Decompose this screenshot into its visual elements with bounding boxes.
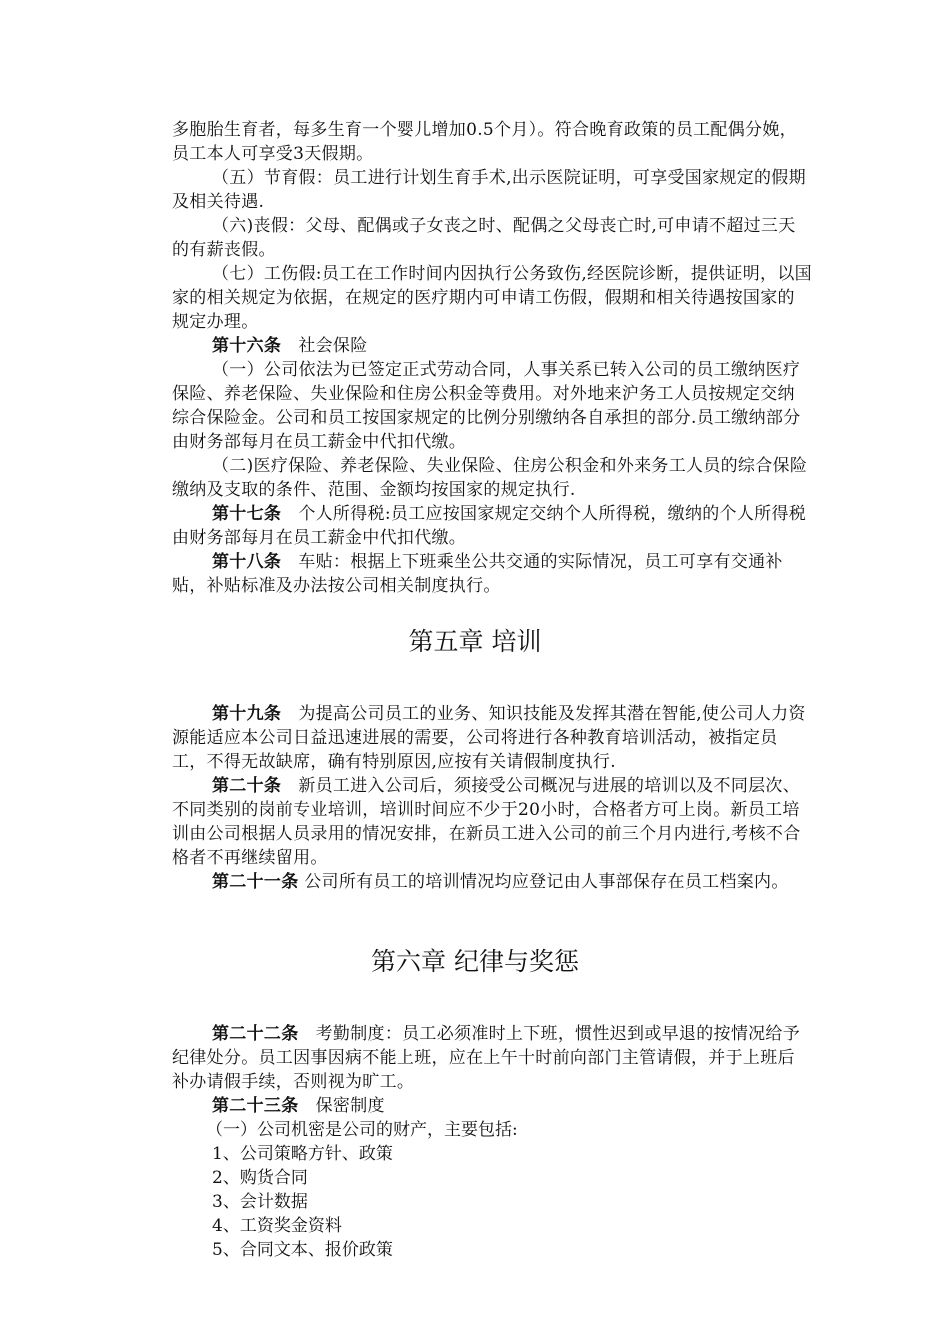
secret-item-1: 1、公司策略方针、政策 [212, 1144, 393, 1164]
article-16-label: 第十六条 [212, 336, 282, 356]
article-20-label: 第二十条 [212, 776, 282, 796]
article-21-text: 公司所有员工的培训情况均应登记由人事部保存在员工档案内。 [304, 872, 789, 892]
article-17-text: 个人所得税:员工应按国家规定交纳个人所得税，缴纳的个人所得税由财务部每月在员工薪金中代扣代缴。 [172, 504, 807, 548]
article-16-title: 社会保险 [298, 336, 368, 356]
article-16-item-2: （二)医疗保险、养老保险、失业保险、住房公积金和外来务工人员的综合保险缴纳及支取的条件、范围、金额均按国家的规定执行. [172, 456, 808, 500]
article-16-item-1: （一）公司依法为已签定正式劳动合同，人事关系已转入公司的员工缴纳医疗保险、养老保险、失业保险和住房公积金等费用。对外地来沪务工人员按规定交纳综合保险金。公司和员工按国家规定的比例分别缴纳各自承担的部分.员工缴纳部分由财务部每月在员工薪金中代扣代缴。 [172, 360, 801, 452]
article-21 [172, 870, 812, 894]
article-22 [172, 1022, 812, 1094]
article-18-label: 第十八条 [212, 552, 282, 572]
article-23-intro: （一）公司机密是公司的财产，主要包括: [206, 1120, 518, 1140]
paragraph-bereavement-leave: （六)丧假：父母、配偶或子女丧之时、配偶之父母丧亡时,可申请不超过三天的有薪丧假。 [172, 216, 796, 260]
article-18-text: 车贴：根据上下班乘坐公共交通的实际情况，员工可享有交通补贴，补贴标准及办法按公司相关制度执行。 [172, 552, 783, 596]
secret-item-5: 5、合同文本、报价政策 [212, 1240, 393, 1260]
article-19-text: 为提高公司员工的业务、知识技能及发挥其潜在智能,使公司人力资源能适应本公司日益迅速进展的需要，公司将进行各种教育培训活动，被指定员工，不得无故缺席，确有特别原因,应按有关请假制度执行. [172, 704, 806, 772]
article-21-label: 第二十一条 [212, 872, 299, 892]
paragraph-work-injury-leave: （七）工伤假:员工在工作时间内因执行公务致伤,经医院诊断，提供证明，以国家的相关规定为依据，在规定的医疗期内可申请工伤假，假期和相关待遇按国家的规定办理。 [172, 264, 812, 332]
secret-item-2: 2、购货合同 [212, 1168, 308, 1188]
article-22-text: 考勤制度：员工必须准时上下班，惯性迟到或早退的按情况给予纪律处分。员工因事因病不能上班，应在上午十时前向部门主管请假，并于上班后补办请假手续，否则视为旷工。 [172, 1024, 801, 1092]
article-17-label: 第十七条 [212, 504, 282, 524]
article-20 [172, 774, 812, 870]
chapter-6-heading: 第六章 纪律与奖惩 [371, 947, 579, 976]
article-23-title: 保密制度 [315, 1096, 385, 1116]
chapter-5-heading: 第五章 培训 [408, 627, 542, 656]
article-19 [172, 702, 812, 774]
article-22-label: 第二十二条 [212, 1024, 299, 1044]
paragraph-birth-control-leave: （五）节育假：员工进行计划生育手术,出示医院证明，可享受国家规定的假期及相关待遇. [172, 168, 806, 212]
secret-item-4: 4、工资奖金资料 [212, 1216, 342, 1236]
paragraph-maternity-cont: 多胞胎生育者，每多生育一个婴儿增加0.5个月）。符合晚育政策的员工配偶分娩，员工本人可享受3天假期。 [172, 120, 797, 164]
article-23-heading [172, 1094, 812, 1118]
secret-item-3: 3、会计数据 [212, 1192, 308, 1212]
article-23-label: 第二十三条 [212, 1096, 299, 1116]
article-19-label: 第十九条 [212, 704, 282, 724]
article-20-text: 新员工进入公司后，须接受公司概况与进展的培训以及不同层次、不同类别的岗前专业培训，培训时间应不少于20小时，合格者方可上岗。新员工培训由公司根据人员录用的情况安排，在新员工进入公司的前三个月内进行,考核不合格者不再继续留用。 [172, 776, 801, 868]
article-17 [172, 502, 812, 550]
article-16-heading [172, 334, 812, 358]
article-18 [172, 550, 812, 598]
